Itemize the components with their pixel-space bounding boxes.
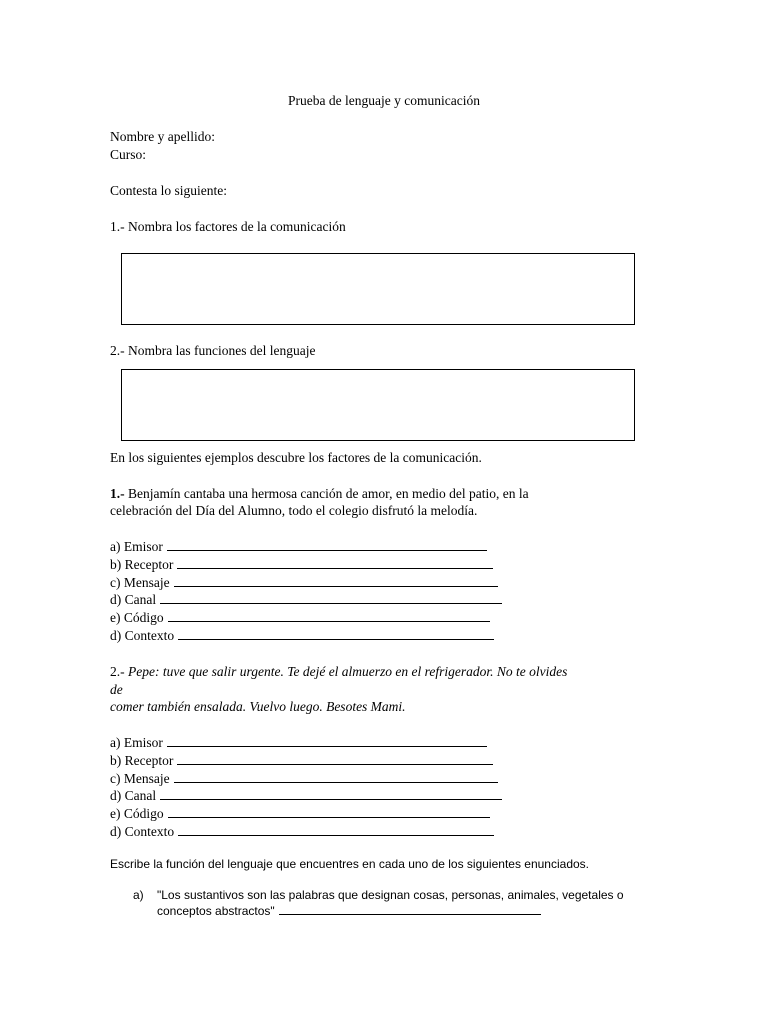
answer-line[interactable] — [168, 609, 490, 622]
name-label: Nombre y apellido: — [110, 129, 215, 144]
factor-label: d) Canal — [110, 788, 157, 803]
answer-box-2[interactable] — [121, 369, 635, 441]
factor-label: a) Emisor — [110, 539, 163, 554]
example-1-line-1 — [110, 485, 529, 503]
factor-label: e) Código — [110, 806, 164, 821]
factor-label: b) Receptor — [110, 557, 174, 572]
function-item-line-2 — [157, 902, 541, 920]
page-title: Prueba de lenguaje y comunicación — [288, 93, 480, 108]
function-item-text: conceptos abstractos" — [157, 904, 275, 918]
function-item-line-1: "Los sustantivos son las palabras que designan cosas, personas, animales, vegetales o — [157, 888, 624, 902]
answer-line[interactable] — [167, 538, 487, 551]
answer-line[interactable] — [177, 752, 493, 765]
factor-label: d) Canal — [110, 592, 157, 607]
function-item-letter: a) — [133, 888, 144, 902]
answer-line[interactable] — [178, 823, 494, 836]
factor-label: e) Código — [110, 610, 164, 625]
answer-line[interactable] — [160, 787, 502, 800]
answer-line[interactable] — [167, 734, 487, 747]
factor-label: d) Contexto — [110, 628, 175, 643]
functions-intro: Escribe la función del lenguaje que encuentres en cada uno de los siguientes enunciados. — [110, 857, 590, 871]
factor-label: c) Mensaje — [110, 575, 170, 590]
example-1-line-2: celebración del Día del Alumno, todo el colegio disfrutó la melodía. — [110, 503, 478, 518]
answer-line[interactable] — [160, 591, 502, 604]
example-2-number: 2.- — [110, 664, 128, 679]
example-1-text: Benjamín cantaba una hermosa canción de amor, en medio del patio, en la — [124, 486, 529, 501]
factor-row — [110, 591, 502, 609]
example-1-number: 1.- — [110, 486, 125, 501]
factor-row — [110, 627, 494, 645]
question-2: 2.- Nombra las funciones del lenguaje — [110, 343, 316, 358]
answer-box-1[interactable] — [121, 253, 635, 325]
answer-line[interactable] — [174, 574, 498, 587]
answer-line[interactable] — [279, 904, 541, 915]
factor-row — [110, 770, 498, 788]
example-2-line-1 — [110, 663, 567, 681]
factor-row — [110, 805, 490, 823]
factor-row — [110, 556, 493, 574]
examples-intro: En los siguientes ejemplos descubre los factores de la comunicación. — [110, 450, 482, 465]
factor-label: c) Mensaje — [110, 771, 170, 786]
factor-row — [110, 538, 487, 556]
factor-row — [110, 787, 502, 805]
example-2-line-2: de — [110, 682, 123, 697]
answer-line[interactable] — [174, 770, 498, 783]
answer-line[interactable] — [168, 805, 490, 818]
factor-row — [110, 734, 487, 752]
answer-line[interactable] — [177, 556, 493, 569]
question-1: 1.- Nombra los factores de la comunicación — [110, 219, 346, 234]
instruction: Contesta lo siguiente: — [110, 183, 227, 198]
factor-row — [110, 609, 490, 627]
factor-row — [110, 574, 498, 592]
factor-row — [110, 752, 493, 770]
factor-label: b) Receptor — [110, 753, 174, 768]
course-label: Curso: — [110, 147, 147, 162]
factor-label: d) Contexto — [110, 824, 175, 839]
example-2-line-3: comer también ensalada. Vuelvo luego. Besotes Mami. — [110, 699, 406, 714]
example-2-text: Pepe: tuve que salir urgente. Te dejé el almuerzo en el refrigerador. No te olvides — [128, 664, 568, 679]
factor-row — [110, 823, 494, 841]
factor-label: a) Emisor — [110, 735, 163, 750]
answer-line[interactable] — [178, 627, 494, 640]
